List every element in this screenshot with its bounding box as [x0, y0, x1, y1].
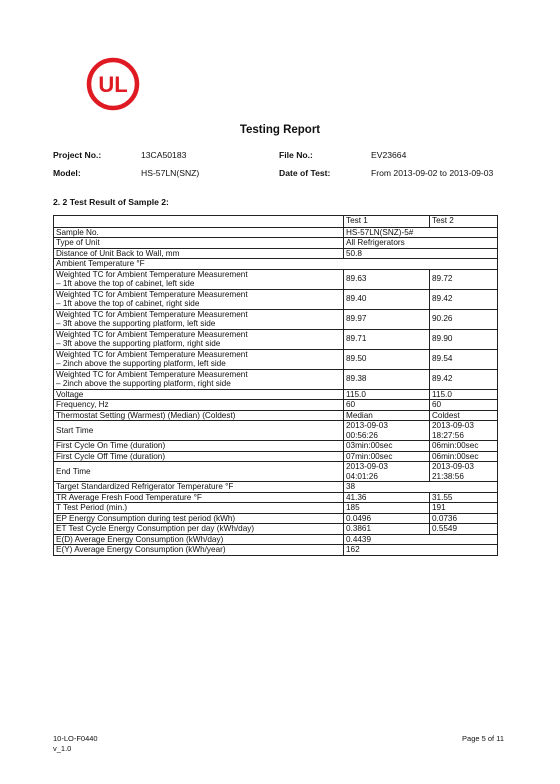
date-label: Date of Test: — [279, 168, 331, 178]
table-row — [54, 545, 498, 556]
ul-logo-text: UL — [98, 72, 128, 97]
cell-line: 2013-09-03 — [346, 421, 388, 430]
row-label — [54, 524, 344, 535]
cell-line: Target Standardized Refrigerator Temperature °F — [56, 482, 234, 491]
report-meta — [53, 150, 523, 186]
cell-line: All Refrigerators — [346, 238, 405, 247]
merged-value-cell — [344, 238, 498, 249]
cell-line: Frequency, Hz — [56, 400, 109, 409]
cell-line: Weighted TC for Ambient Temperature Measurement — [56, 289, 248, 299]
test1-value — [344, 524, 430, 535]
cell-line: Distance of Unit Back to Wall, mm — [56, 248, 180, 258]
cell-line: TR Average Fresh Food Temperature °F — [56, 492, 202, 502]
table-row — [54, 238, 498, 249]
cell-line: – 3ft above the supporting platform, right side — [56, 339, 221, 348]
cell-line: HS-57LN(SNZ)-5# — [346, 227, 414, 237]
test2-value — [430, 289, 498, 309]
test1-value — [344, 513, 430, 524]
model-label: Model: — [53, 168, 81, 178]
test2-value — [430, 410, 498, 421]
cell-line: 89.90 — [432, 334, 453, 344]
table-row — [54, 369, 498, 389]
test1-value — [344, 289, 430, 309]
results-table-body — [54, 216, 498, 556]
test2-value — [430, 329, 498, 349]
test1-value — [344, 451, 430, 462]
row-label — [54, 289, 344, 309]
cell-line: 0.4439 — [346, 534, 372, 544]
table-row — [54, 503, 498, 514]
cell-line: First Cycle Off Time (duration) — [56, 451, 166, 461]
row-label — [54, 369, 344, 389]
table-row — [54, 389, 498, 400]
cell-line: 31.55 — [432, 492, 453, 502]
cell-line: – 2inch above the supporting platform, right side — [56, 379, 231, 388]
row-label — [54, 441, 344, 452]
table-row — [54, 410, 498, 421]
table-row — [54, 524, 498, 535]
cell-line: Voltage — [56, 389, 84, 399]
meta-row-project — [53, 150, 523, 168]
row-label — [54, 462, 344, 482]
test2-value — [430, 389, 498, 400]
cell-line: First Cycle On Time (duration) — [56, 441, 166, 450]
row-label — [54, 309, 344, 329]
test2-value — [430, 503, 498, 514]
cell-line: 89.42 — [432, 374, 453, 384]
test1-value — [344, 389, 430, 400]
cell-line: – 1ft above the top of cabinet, right side — [56, 299, 200, 308]
cell-line: 00:56:26 — [346, 430, 378, 440]
test2-value — [430, 524, 498, 535]
merged-value-cell — [344, 534, 498, 545]
cell-line: 89.54 — [432, 354, 453, 364]
cell-line: 89.40 — [346, 294, 367, 304]
cell-line: 185 — [346, 503, 360, 512]
cell-line: 04:01:26 — [346, 471, 378, 481]
cell-line: End Time — [56, 466, 91, 476]
cell-line: Median — [346, 410, 373, 420]
cell-line: 162 — [346, 545, 360, 554]
page-title: Testing Report — [239, 124, 321, 136]
cell-line: Thermostat Setting (Warmest) (Median) (Coldest) — [56, 410, 236, 420]
test2-value — [430, 441, 498, 452]
cell-line: 50.8 — [346, 248, 362, 258]
cell-line: Coldest — [432, 410, 460, 420]
section-title: 2. 2 Test Result of Sample 2: — [53, 197, 169, 207]
cell-line: 0.5549 — [432, 524, 458, 533]
row-label — [54, 269, 344, 289]
test1-value — [344, 309, 430, 329]
row-label — [54, 329, 344, 349]
cell-line: 0.0736 — [432, 513, 458, 523]
model-value: HS-57LN(SNZ) — [141, 168, 200, 178]
table-row — [54, 269, 498, 289]
test2-value — [430, 269, 498, 289]
cell-line: – 3ft above the supporting platform, left side — [56, 319, 216, 328]
test1-value — [344, 349, 430, 369]
table-row — [54, 482, 498, 493]
test2-value — [430, 492, 498, 503]
column-header: Test 1 — [344, 216, 430, 228]
test2-value — [430, 369, 498, 389]
cell-line: – 2inch above the supporting platform, left side — [56, 359, 226, 368]
cell-line: 115.0 — [432, 389, 452, 399]
cell-line: EP Energy Consumption during test period (kWh) — [56, 513, 236, 523]
test2-value — [430, 309, 498, 329]
cell-line: Weighted TC for Ambient Temperature Measurement — [56, 329, 248, 339]
cell-line: 89.38 — [346, 374, 367, 384]
table-row — [54, 462, 498, 482]
cell-line: 2013-09-03 — [432, 462, 474, 471]
test1-value — [344, 400, 430, 411]
test2-value — [430, 462, 498, 482]
table-row — [54, 349, 498, 369]
row-label — [54, 492, 344, 503]
table-header-row — [54, 216, 498, 228]
table-row — [54, 329, 498, 349]
cell-line: 115.0 — [346, 389, 366, 399]
cell-line: 89.50 — [346, 354, 367, 364]
cell-line: E(D) Average Energy Consumption (kWh/day) — [56, 534, 224, 544]
test1-value — [344, 441, 430, 452]
cell-line: 38 — [346, 482, 356, 491]
row-label — [54, 513, 344, 524]
cell-line: 03min:00sec — [346, 441, 393, 450]
table-row — [54, 248, 498, 259]
file-label: File No.: — [279, 150, 313, 160]
row-label — [54, 227, 344, 238]
cell-line: 06min:00sec — [432, 441, 479, 450]
cell-line: 07min:00sec — [346, 451, 393, 461]
merged-value-cell — [344, 545, 498, 556]
footer-page-number: Page 5 of 11 — [462, 734, 504, 743]
cell-line: 2013-09-03 — [432, 421, 474, 430]
ul-logo — [86, 57, 140, 111]
date-value: From 2013-09-02 to 2013-09-03 — [371, 168, 494, 178]
cell-line: Weighted TC for Ambient Temperature Measurement — [56, 369, 248, 379]
cell-line: 89.72 — [432, 274, 453, 284]
cell-line: Weighted TC for Ambient Temperature Measurement — [56, 309, 248, 319]
table-row — [54, 227, 498, 238]
test1-value — [344, 269, 430, 289]
column-header: Test 2 — [430, 216, 498, 228]
test2-value — [430, 513, 498, 524]
merged-value-cell — [344, 248, 498, 259]
cell-line: 0.3861 — [346, 524, 372, 533]
cell-line: Weighted TC for Ambient Temperature Measurement — [56, 269, 248, 279]
table-row — [54, 451, 498, 462]
cell-line: 89.97 — [346, 314, 367, 324]
test1-value — [344, 492, 430, 503]
test1-value — [344, 462, 430, 482]
row-label — [54, 389, 344, 400]
row-label — [54, 503, 344, 514]
cell-line: E(Y) Average Energy Consumption (kWh/year) — [56, 545, 226, 554]
cell-line: 191 — [432, 503, 446, 512]
cell-line: 21:38:56 — [432, 471, 464, 481]
row-label — [54, 545, 344, 556]
results-table — [53, 215, 498, 556]
row-label — [54, 421, 344, 441]
project-label: Project No.: — [53, 150, 102, 160]
row-label — [54, 482, 344, 493]
table-row — [54, 441, 498, 452]
test2-value — [430, 451, 498, 462]
cell-line: 89.71 — [346, 334, 367, 344]
row-label — [54, 259, 498, 270]
table-row — [54, 289, 498, 309]
table-row — [54, 492, 498, 503]
cell-line: Ambient Temperature °F — [56, 259, 145, 268]
row-label — [54, 400, 344, 411]
cell-line: 0.0496 — [346, 513, 372, 523]
cell-line: 06min:00sec — [432, 451, 479, 461]
merged-value-cell — [344, 227, 498, 238]
cell-line: Type of Unit — [56, 238, 100, 247]
file-value: EV23664 — [371, 150, 407, 160]
cell-line: ET Test Cycle Energy Consumption per day (kWh/day) — [56, 524, 255, 533]
table-row — [54, 534, 498, 545]
cell-line: Sample No. — [56, 227, 99, 237]
test2-value — [430, 421, 498, 441]
cell-line: 41.36 — [346, 492, 367, 502]
merged-value-cell — [344, 482, 498, 493]
column-header — [54, 216, 344, 228]
project-value: 13CA50183 — [141, 150, 187, 160]
cell-line: 89.42 — [432, 294, 453, 304]
cell-line: 18:27:56 — [432, 430, 464, 440]
table-row — [54, 259, 498, 270]
footer-version: v_1.0 — [53, 744, 72, 753]
cell-line: 60 — [432, 400, 442, 409]
table-row — [54, 309, 498, 329]
cell-line: – 1ft above the top of cabinet, left side — [56, 279, 195, 288]
meta-row-model — [53, 168, 523, 186]
test1-value — [344, 369, 430, 389]
test1-value — [344, 410, 430, 421]
row-label — [54, 349, 344, 369]
cell-line: 89.63 — [346, 274, 367, 284]
row-label — [54, 451, 344, 462]
cell-line: T Test Period (min.) — [56, 503, 128, 512]
cell-line: 60 — [346, 400, 356, 409]
cell-line: Weighted TC for Ambient Temperature Measurement — [56, 349, 248, 359]
test1-value — [344, 329, 430, 349]
table-row — [54, 421, 498, 441]
row-label — [54, 534, 344, 545]
test1-value — [344, 421, 430, 441]
test2-value — [430, 349, 498, 369]
row-label — [54, 410, 344, 421]
cell-line: Start Time — [56, 425, 94, 435]
test1-value — [344, 503, 430, 514]
table-row — [54, 513, 498, 524]
row-label — [54, 248, 344, 259]
row-label — [54, 238, 344, 249]
cell-line: 2013-09-03 — [346, 462, 388, 471]
test2-value — [430, 400, 498, 411]
table-row — [54, 400, 498, 411]
footer-doc-code: 10-LO-F0440 — [53, 734, 98, 743]
footer-doc-info — [53, 734, 98, 754]
cell-line: 90.26 — [432, 314, 453, 324]
